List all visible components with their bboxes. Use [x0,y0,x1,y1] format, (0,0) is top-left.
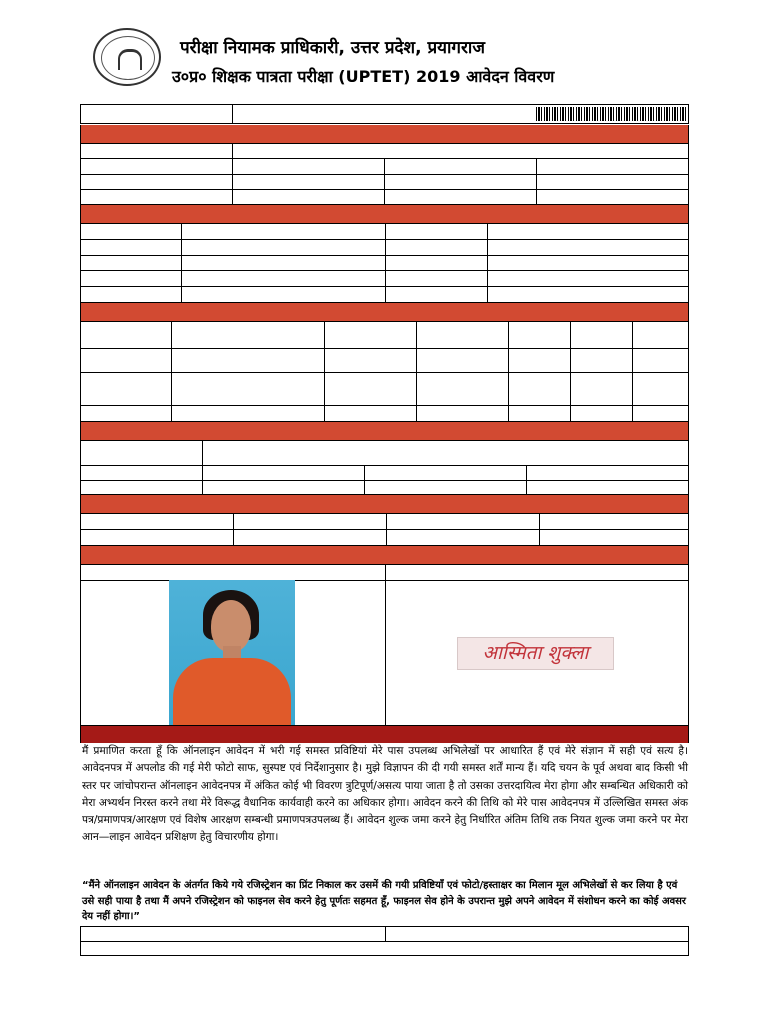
education-table [80,321,689,422]
section-bar-1 [80,125,689,143]
section-bar-2 [80,205,689,223]
barcode [536,107,686,121]
section-bar-5 [80,495,689,513]
applicant-signature: आस्मिता शुक्ला [457,637,614,670]
authority-heading: परीक्षा नियामक प्राधिकारी, उत्तर प्रदेश, प्रयागराज [180,38,485,58]
section-table-4 [80,440,689,495]
declaration-paragraph: मैं प्रमाणित करता हूँ कि ऑनलाइन आवेदन में भरी गई समस्त प्रविष्टियां मेरे पास उपलब्ध अभिलेखों पर आधारित हैं एवं मेरे संज्ञान में सही एवं सत्य है। आवेदनपत्र में अपलोड की गई मेरी फोटो साफ, सुस्पष्ट एवं निर्देशानुसार है। मुझे विज्ञापन की दी गयी समस्त शर्तें मान्य हैं। यदि चयन के पूर्व अथवा बाद किसी भी स्तर पर जांचोपरान्त ऑनलाइन आवेदनपत्र में अंकित कोई भी विवरण त्रुटिपूर्ण/असत्य पाया जाता है तो उसका उत्तरदायित्व मेरा होगा और सम्बन्धित अधिकारी को मेरा अभ्यर्थन निरस्त करने तथा मेरे विरूद्ध वैधानिक कार्यवाही करने का अधिकार होगा। आवेदन करने की तिथि को मेरे पास आवेदनपत्र में उल्लिखित समस्त अंक पत्र/प्रमाणपत्र/आरक्षण एवं विशेष आरक्षण सम्बन्धी प्रमाणपत्रउपलब्ध हैं। आवेदन शुल्क जमा करने हेतु निर्धारित अंतिम तिथि तक नियत शुल्क जमा करने पर मेरा आन—लाइन आवेदन प्रशिक्षण हेतु विचारणीय होगा। [82,745,688,844]
section-bar-6 [80,546,689,564]
section-table-5 [80,513,689,546]
applicant-photo [169,580,295,725]
declaration-quote: “मैंने ऑनलाइन आवेदन के अंतर्गत किये गये रजिस्ट्रेशन का प्रिंट निकाल कर उसमें की गयी प्रविष्टियाँ एवं फोटो/हस्ताक्षर का मिलान मूल अभिलेखों से कर लिया है एवं उसे सही पाया है तथा मैं अपने रजिस्ट्रेशन को फाइनल सेव करने हेतु पूर्णतः सहमत हूँ, फाइनल सेव होने के उपरान्त मुझे अपने आवेदन में संशोधन करने का कोई अवसर देय नहीं होगा।” [82,880,687,922]
form-title: उ०प्र० शिक्षक पात्रता परीक्षा (UPTET) 2019 आवेदन विवरण [172,67,555,86]
section-table-2 [80,223,689,303]
section-bar-3 [80,303,689,321]
declaration-bar [80,726,689,743]
government-emblem-icon [101,36,155,80]
emblem-logo [93,28,161,86]
section-bar-4 [80,422,689,440]
section-table-1 [80,143,689,205]
footer-table [80,926,689,956]
